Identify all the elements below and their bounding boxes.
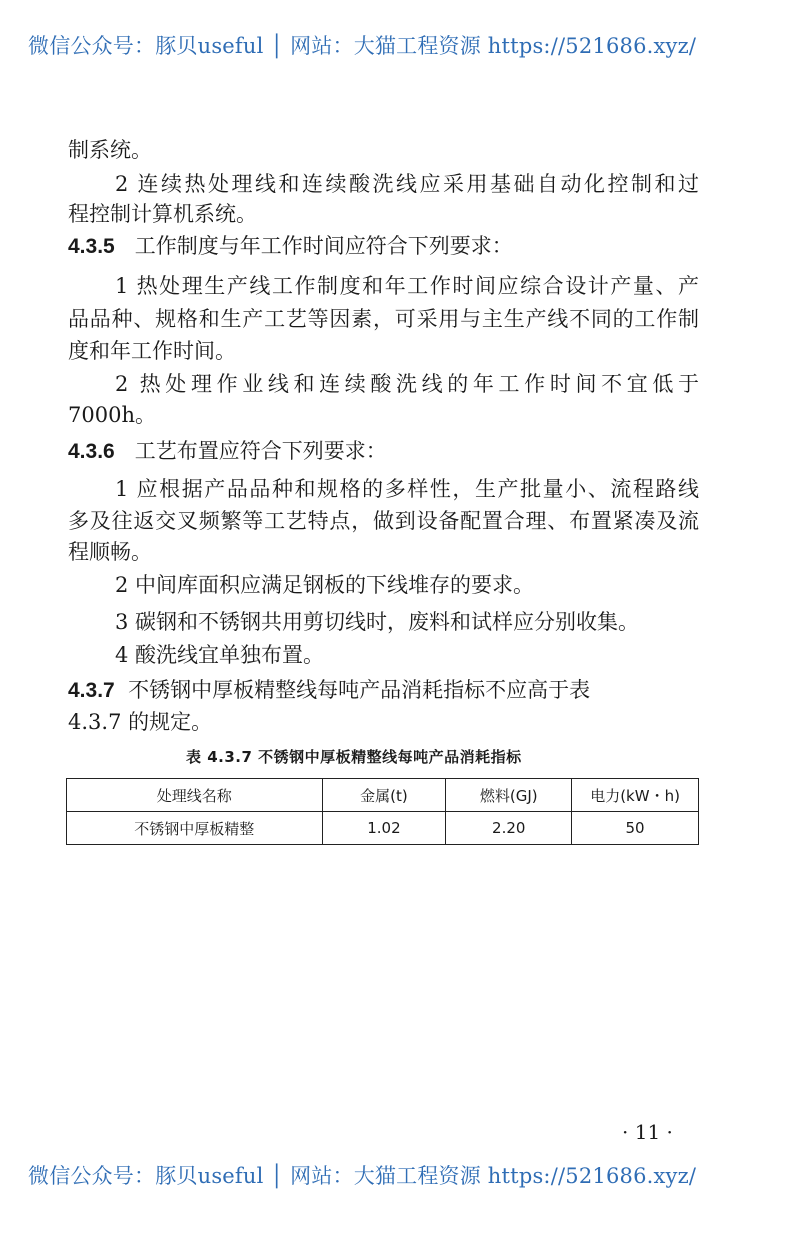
table-header-row [67, 779, 699, 812]
text-line: 4 酸洗线宜单独布置。 [115, 643, 325, 667]
clause-number: 4.3.7 [68, 679, 115, 702]
watermark-bottom: 微信公众号：豚贝useful │ 网站：大猫工程资源 https://521686.xyz/ [28, 1164, 697, 1188]
text-line: 2 中间库面积应满足钢板的下线堆存的要求。 [115, 573, 535, 597]
table-cell: 不锈钢中厚板精整 [67, 812, 323, 845]
table-cell: 50 [572, 812, 699, 845]
consumption-table [66, 778, 699, 845]
header-cell: 处理线名称 [67, 779, 323, 812]
text-line: 1 热处理生产线工作制度和年工作时间应综合设计产量、产 [115, 274, 699, 298]
text-line: 工作制度与年工作时间应符合下列要求： [134, 234, 513, 258]
text-line: 工艺布置应符合下列要求： [134, 439, 387, 463]
header-cell: 燃料(GJ) [446, 779, 572, 812]
clause-number: 4.3.5 [68, 235, 115, 258]
text-line: 2 连续热处理线和连续酸洗线应采用基础自动化控制和过 [115, 172, 699, 196]
table-cell: 1.02 [322, 812, 446, 845]
header-cell: 金属(t) [322, 779, 446, 812]
text-line: 1 应根据产品品种和规格的多样性，生产批量小、流程路线 [115, 477, 699, 501]
clause-number: 4.3.6 [68, 440, 115, 463]
clause-4-3-6 [68, 438, 387, 465]
clause-4-3-5 [68, 233, 513, 260]
table-cell: 2.20 [446, 812, 572, 845]
header-cell: 电力(kW・h) [572, 779, 699, 812]
page-number: · 11 · [622, 1120, 673, 1144]
watermark-top: 微信公众号：豚贝useful │ 网站：大猫工程资源 https://521686.xyz/ [28, 34, 697, 58]
text-line: 品品种、规格和生产工艺等因素，可采用与主生产线不同的工作制 [68, 307, 699, 331]
text-line: 多及往返交叉频繁等工艺特点，做到设备配置合理、布置紧凑及流 [68, 509, 699, 533]
text-line: 2 热处理作业线和连续酸洗线的年工作时间不宜低于 [115, 372, 699, 396]
text-line: 程控制计算机系统。 [68, 202, 257, 226]
text-line: 3 碳钢和不锈钢共用剪切线时，废料和试样应分别收集。 [115, 610, 640, 634]
text-line: 不锈钢中厚板精整线每吨产品消耗指标不应高于表 [128, 678, 591, 702]
table-caption: 表 4.3.7 不锈钢中厚板精整线每吨产品消耗指标 [186, 748, 522, 766]
table-row [67, 812, 699, 845]
clause-4-3-7 [68, 677, 590, 704]
text-line: 度和年工作时间。 [68, 339, 236, 363]
text-line: 7000h。 [68, 403, 156, 427]
text-line: 程顺畅。 [68, 540, 152, 564]
text-line: 制系统。 [68, 138, 152, 162]
text-line: 4.3.7 的规定。 [68, 710, 213, 734]
